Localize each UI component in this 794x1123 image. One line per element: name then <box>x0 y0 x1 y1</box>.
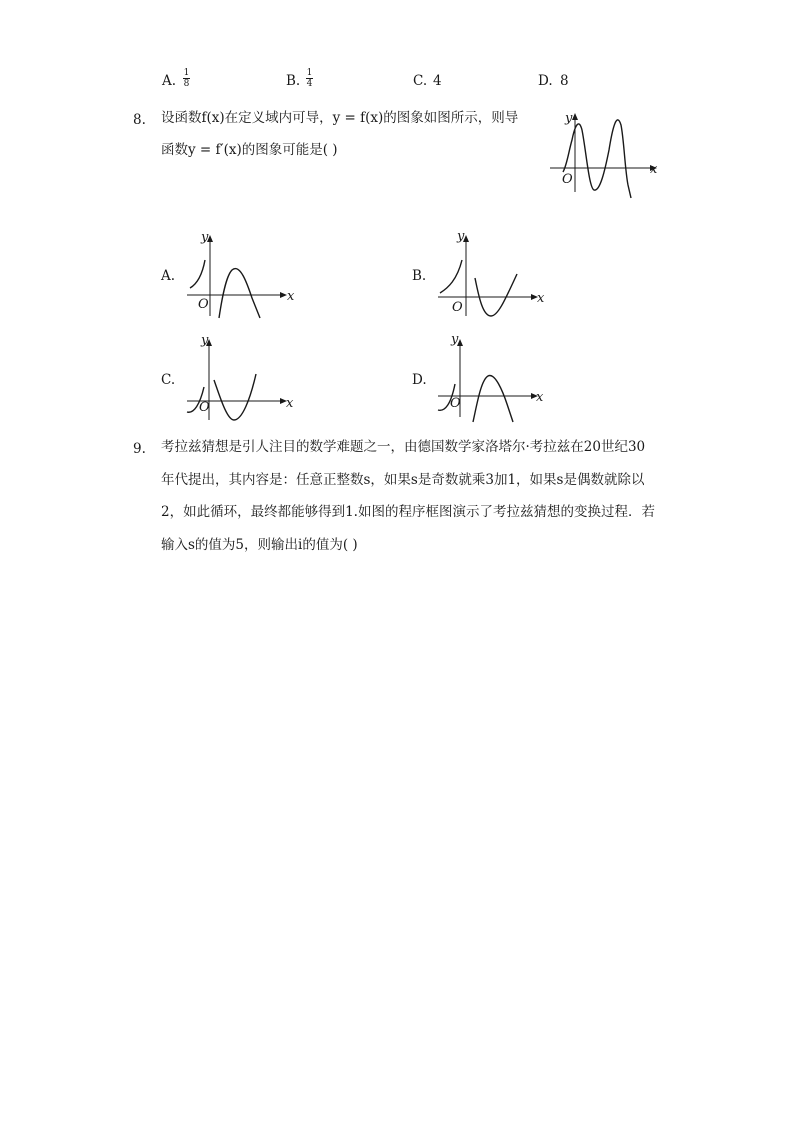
q8-option-a-graph <box>182 228 302 323</box>
q8-option-c-label: C. <box>161 372 176 388</box>
q8-option-c-y-label: y <box>201 333 209 348</box>
q8-option-b-x-label: x <box>537 291 545 306</box>
q8-option-d-origin: O <box>450 396 461 411</box>
q8-option-b-graph <box>433 228 553 323</box>
q7-option-a-numerator: 1 <box>183 68 190 78</box>
q8-number: 8. <box>133 112 146 128</box>
q8-text-line1: 设函数f(x)在定义域内可导，y = f(x)的图象如图所示，则导 <box>161 110 519 126</box>
q8-option-d-x-label: x <box>536 390 544 405</box>
q8-main-graph <box>545 110 665 205</box>
q7-option-b-denominator: 4 <box>306 79 313 89</box>
q7-option-b-numerator: 1 <box>306 68 313 78</box>
q8-option-b-y-label: y <box>457 229 465 244</box>
q7-option-b-label: B. <box>286 73 301 89</box>
q8-option-d-y-label: y <box>451 332 459 347</box>
q7-option-b-fraction <box>306 68 313 89</box>
q7-option-a-denominator: 8 <box>183 79 190 89</box>
q8-option-c-x-label: x <box>286 396 294 411</box>
q9-text-line3: 2，如此循环，最终都能够得到1.如图的程序框图演示了考拉兹猜想的变换过程．若 <box>161 504 655 520</box>
q9-text-line2: 年代提出，其内容是：任意正整数s，如果s是奇数就乘3加1，如果s是偶数就除以 <box>161 472 645 488</box>
q8-option-b-label: B. <box>412 268 427 284</box>
q8-option-d-label: D. <box>412 372 427 388</box>
q7-option-c-value: 4 <box>433 73 442 89</box>
q8-main-graph-origin: O <box>562 172 573 187</box>
q8-main-graph-x-label: x <box>650 162 658 177</box>
q8-option-d-graph <box>433 332 553 427</box>
q8-text-line2: 函数y = f′(x)的图象可能是( ) <box>161 142 338 158</box>
q8-option-b-origin: O <box>452 300 463 315</box>
q8-main-graph-y-label: y <box>565 111 573 126</box>
q7-option-d-value: 8 <box>560 73 569 89</box>
q8-option-c-graph <box>182 332 302 427</box>
q7-option-c-label: C. <box>413 73 428 89</box>
q7-option-a-label: A. <box>162 73 177 89</box>
q9-text-line1: 考拉兹猜想是引人注目的数学难题之一，由德国数学家洛塔尔·考拉兹在20世纪30 <box>161 439 646 455</box>
q7-option-d-label: D. <box>538 73 553 89</box>
q8-option-a-y-label: y <box>201 230 209 245</box>
q9-text-line4: 输入s的值为5，则输出i的值为( ) <box>161 537 358 553</box>
q8-option-a-origin: O <box>198 297 209 312</box>
q9-number: 9. <box>133 441 146 457</box>
q7-option-a-fraction <box>183 68 190 89</box>
q8-option-a-x-label: x <box>287 289 295 304</box>
q8-option-c-origin: O <box>199 400 210 415</box>
q8-option-a-label: A. <box>161 268 176 284</box>
